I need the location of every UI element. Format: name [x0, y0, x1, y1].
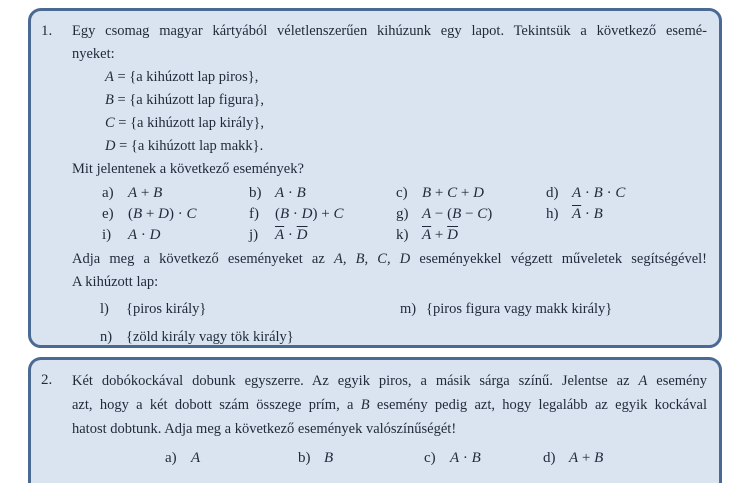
item-b-label: b): [249, 185, 262, 201]
event-definitions: [105, 66, 707, 158]
item-i-label: i): [102, 227, 112, 243]
item-a: [102, 183, 249, 204]
problem2-number: 2.: [41, 372, 53, 388]
set-item-n-label: n): [100, 329, 113, 345]
item-k: [396, 225, 546, 246]
item-a-label: a): [102, 185, 114, 201]
item-c-label: c): [396, 185, 408, 201]
item-b: [249, 183, 396, 204]
problem2-intro-line-2: azt, hogy a két dobott szám összege prím, a B esemény pedig azt, hogy legalább az egyik kockával: [72, 397, 707, 413]
definition-C: C = {a kihúzott lap király},: [105, 115, 265, 131]
problem1-content: [72, 20, 707, 349]
set-item-n: [100, 329, 294, 345]
definition-D: D = {a kihúzott lap makk}.: [105, 138, 264, 154]
item-h-label: h): [546, 206, 559, 222]
p2-item-b-label: b): [298, 450, 311, 466]
item-e-expression: (B + D) · C: [128, 206, 197, 222]
problem2-items-grid: [165, 447, 707, 469]
problem1-question: Mit jelentenek a következő események?: [72, 161, 304, 177]
item-d-expression: A · B · C: [572, 185, 626, 201]
item-g-label: g): [396, 206, 409, 222]
problem1-number: 1.: [41, 23, 53, 39]
item-e-label: e): [102, 206, 114, 222]
problem2-body: [31, 360, 719, 469]
item-d-label: d): [546, 185, 559, 201]
definition-A: A = {a kihúzott lap piros},: [105, 69, 259, 85]
set-item-m-label: m): [400, 301, 417, 317]
p2-item-d-label: d): [543, 450, 556, 466]
problem2-intro-line-3: hatost dobtunk. Adja meg a következő események valószínűségét!: [72, 421, 457, 437]
set-item-n-text: {zöld király vagy tök király}: [126, 329, 294, 345]
p2-item-c-expression: A · B: [450, 450, 481, 466]
item-f-label: f): [249, 206, 259, 222]
problem1-instruction: Adja meg a következő eseményeket az A, B, C, D eseményekkel végzett műveletek segítségével!: [72, 251, 707, 267]
item-a-expression: A + B: [128, 185, 163, 201]
drawn-card-label: A kihúzott lap:: [72, 274, 159, 290]
item-h-expression: $\overline{A} \cdot B$: [572, 206, 603, 222]
p2-item-d-expression: A + B: [569, 450, 604, 466]
item-b-expression: A · B: [275, 185, 306, 201]
set-item-l: [100, 297, 400, 321]
problem1-body: [31, 11, 719, 349]
item-j-expression: $\overline{A} \cdot \overline{D}$: [275, 227, 308, 243]
p2-item-d: [543, 447, 707, 469]
p2-item-a-label: a): [165, 450, 177, 466]
item-empty: [546, 225, 707, 246]
item-e: [102, 204, 249, 225]
problem1-intro-line-2: nyeket:: [72, 46, 115, 62]
item-g: [396, 204, 546, 225]
item-c-expression: B + C + D: [422, 185, 484, 201]
set-item-l-label: l): [100, 301, 109, 317]
problem1-set-row-1: [100, 297, 707, 321]
problem2-box: [28, 357, 722, 483]
item-k-expression: $\overline{A} + \overline{D}$: [422, 227, 458, 243]
problem2-content: [72, 369, 707, 469]
item-g-expression: A − (B − C): [422, 206, 493, 222]
p2-item-c: [424, 447, 543, 469]
set-item-m-text: {piros figura vagy makk király}: [426, 301, 613, 317]
problem1-intro-line-1: Egy csomag magyar kártyából véletlenszerűen kihúzunk egy lapot. Tekintsük a következő esemé-: [72, 23, 707, 39]
item-f: [249, 204, 396, 225]
set-item-l-text: {piros király}: [126, 301, 207, 317]
item-j-label: j): [249, 227, 259, 243]
p2-item-c-label: c): [424, 450, 436, 466]
p2-item-b: [298, 447, 424, 469]
p2-item-a: [165, 447, 298, 469]
problem1-set-row-2: [100, 325, 707, 349]
problem2-intro-line-1: Két dobókockával dobunk egyszerre. Az egyik piros, a másik sárga színű. Jelentse az A esemény: [72, 373, 707, 389]
set-item-m: [400, 297, 707, 321]
definition-B: B = {a kihúzott lap figura},: [105, 92, 264, 108]
item-h: [546, 204, 707, 225]
item-j: [249, 225, 396, 246]
p2-item-a-expression: A: [191, 450, 201, 466]
problem1-box: [28, 8, 722, 348]
item-i: [102, 225, 249, 246]
item-i-expression: A · D: [128, 227, 161, 243]
item-c: [396, 183, 546, 204]
item-d: [546, 183, 707, 204]
problem1-items-grid: [102, 183, 707, 246]
item-k-label: k): [396, 227, 409, 243]
item-f-expression: (B · D) + C: [275, 206, 344, 222]
p2-item-b-expression: B: [324, 450, 334, 466]
